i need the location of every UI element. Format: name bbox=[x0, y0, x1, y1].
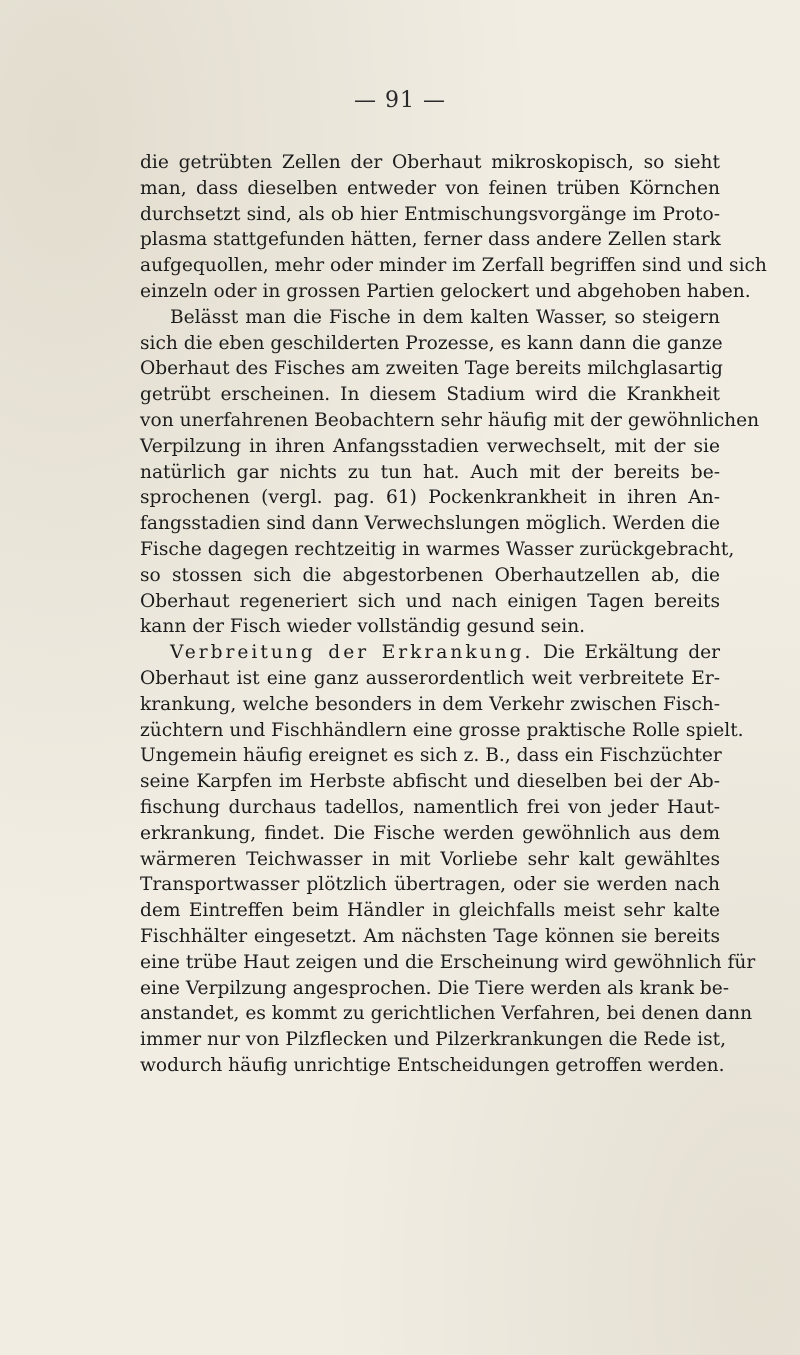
text-line: anstandet, es kommt zu gerichtlichen Verfahren, bei denen dann bbox=[140, 1003, 753, 1025]
text-line: einzeln oder in grossen Partien gelockert und abgehoben haben. bbox=[140, 280, 751, 302]
text-line: man, dass dieselben entweder von feinen trüben Körnchen bbox=[140, 177, 720, 199]
text-line: getrübt erscheinen. In diesem Stadium wird die Krankheit bbox=[140, 384, 720, 406]
text-line: Belässt man die Fische in dem kalten Wasser, so steigern bbox=[170, 306, 720, 328]
text-line: Oberhaut regeneriert sich und nach einigen Tagen bereits bbox=[140, 590, 720, 612]
text-line: Verpilzung in ihren Anfangsstadien verwechselt, mit der sie bbox=[140, 435, 720, 457]
text-line: Oberhaut des Fisches am zweiten Tage bereits milchglasartig bbox=[140, 358, 723, 380]
text-line: wärmeren Teichwasser in mit Vorliebe sehr kalt gewähltes bbox=[140, 848, 720, 870]
section-paragraph bbox=[140, 666, 756, 1079]
text-line: Fischhälter eingesetzt. Am nächsten Tage können sie bereits bbox=[140, 925, 720, 947]
text-line: erkrankung, findet. Die Fische werden gewöhnlich aus dem bbox=[140, 822, 720, 844]
text-line: Ungemein häufig ereignet es sich z. B., dass ein Fischzüchter bbox=[140, 745, 722, 767]
text-line: Fische dagegen rechtzeitig in warmes Wasser zurückgebracht, bbox=[140, 538, 735, 560]
text-line: fischung durchaus tadellos, namentlich frei von jeder Haut- bbox=[140, 796, 720, 818]
text-line: krankung, welche besonders in dem Verkehr zwischen Fisch- bbox=[140, 693, 720, 715]
text-line: sich die eben geschilderten Prozesse, es kann dann die ganze bbox=[140, 332, 723, 354]
text-line: dem Eintreffen beim Händler in gleichfalls meist sehr kalte bbox=[140, 900, 720, 922]
text-line: die getrübten Zellen der Oberhaut mikroskopisch, so sieht bbox=[140, 152, 720, 173]
page-number-header: — 91 — bbox=[354, 88, 446, 113]
text-line: durchsetzt sind, als ob hier Entmischungsvorgänge im Proto- bbox=[140, 203, 720, 225]
text-line: eine Verpilzung angesprochen. Die Tiere werden als krank be- bbox=[140, 977, 730, 999]
text-line: eine trübe Haut zeigen und die Erscheinung wird gewöhnlich für bbox=[140, 951, 756, 973]
text-line: seine Karpfen im Herbste abfischt und dieselben bei der Ab- bbox=[140, 771, 720, 793]
text-line: natürlich gar nichts zu tun hat. Auch mit der bereits be- bbox=[140, 461, 720, 483]
text-line: züchtern und Fischhändlern eine grosse praktische Rolle spielt. bbox=[140, 719, 744, 741]
text-line: von unerfahrenen Beobachtern sehr häufig mit der gewöhnlichen bbox=[140, 409, 760, 431]
section-heading-line bbox=[140, 640, 720, 666]
body-text bbox=[140, 150, 767, 1079]
text-line: so stossen sich die abgestorbenen Oberhautzellen ab, die bbox=[140, 564, 720, 586]
paragraph-1-2 bbox=[140, 150, 767, 640]
text-line: aufgequollen, mehr oder minder im Zerfall begriffen sind und sich bbox=[140, 255, 767, 277]
section-heading-rest: Die Erkältung der bbox=[543, 642, 720, 664]
text-line: immer nur von Pilzflecken und Pilzerkrankungen die Rede ist, bbox=[140, 1029, 727, 1051]
text-line: Transportwasser plötzlich übertragen, oder sie werden nach bbox=[140, 874, 720, 896]
text-line: wodurch häufig unrichtige Entscheidungen getroffen werden. bbox=[140, 1054, 725, 1076]
section-heading: Verbreitung der Erkrankung. bbox=[170, 642, 534, 664]
text-line: sprochenen (vergl. pag. 61) Pockenkrankheit in ihren An- bbox=[140, 487, 720, 509]
text-line: Oberhaut ist eine ganz ausserordentlich weit verbreitete Er- bbox=[140, 667, 720, 689]
text-line: fangsstadien sind dann Verwechslungen möglich. Werden die bbox=[140, 513, 720, 535]
text-line: plasma stattgefunden hätten, ferner dass andere Zellen stark bbox=[140, 229, 721, 251]
text-line: kann der Fisch wieder vollständig gesund sein. bbox=[140, 616, 586, 638]
